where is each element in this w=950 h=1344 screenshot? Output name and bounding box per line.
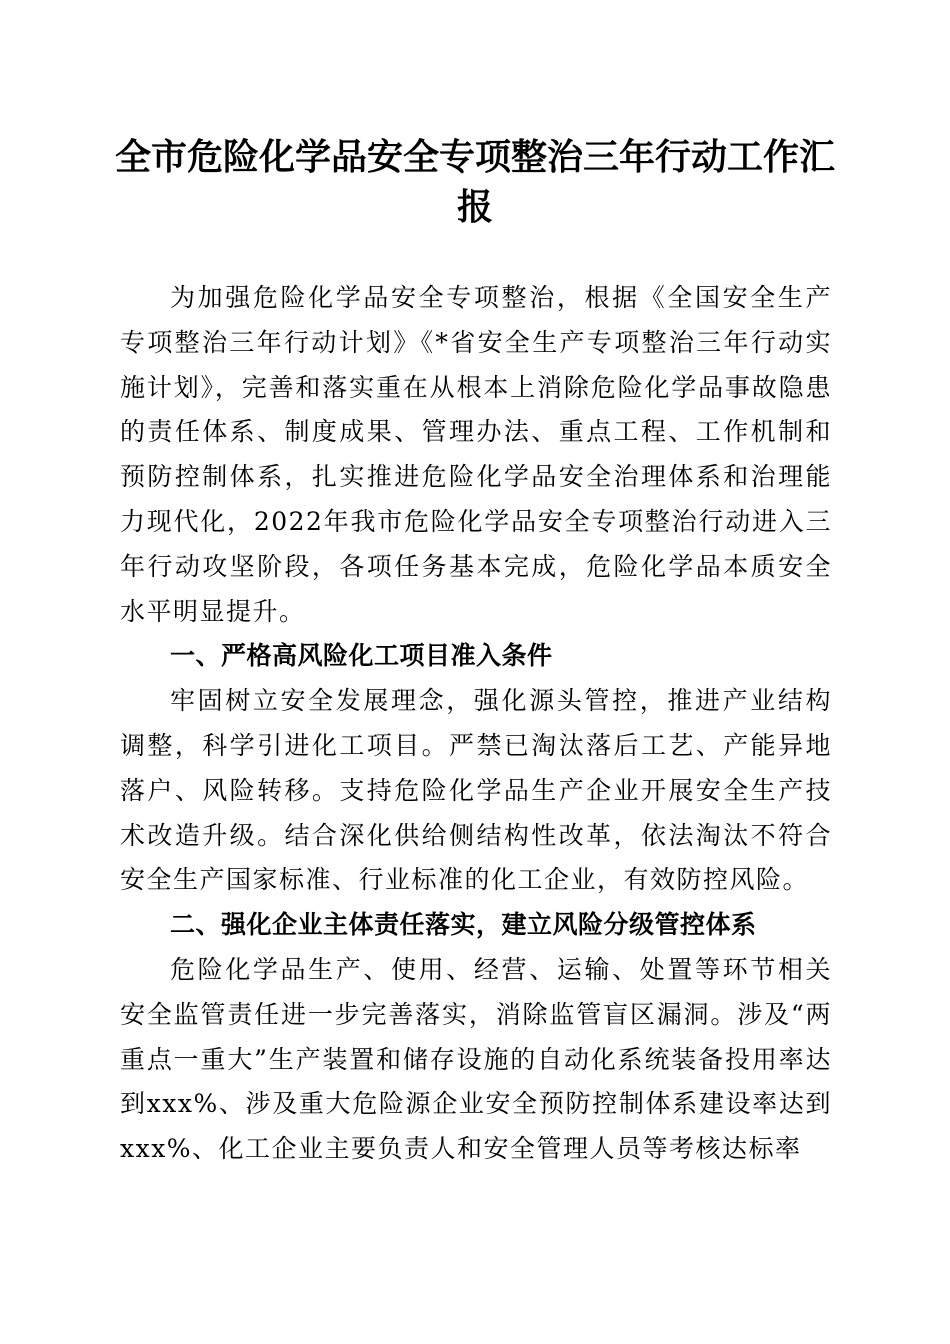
document-title: 全市危险化学品安全专项整治三年行动工作汇报 (114, 136, 835, 228)
intro-paragraph: 为加强危险化学品安全专项整治，根据《全国安全生产专项整治三年行动计划》《*省安全生产专项整治三年行动实施计划》，完善和落实重在从根本上消除危险化学品事故隐患的责任体系、制度成果、管理办法、重点工程、工作机制和预防控制体系，扎实推进危险化学品安全治理体系和治理能力现代化，2022年我市危险化学品安全专项整治行动进入三年行动攻坚阶段，各项任务基本完成，危险化学品本质安全水平明显提升。 (120, 283, 832, 626)
document-body (120, 276, 832, 1172)
section-heading-2: 二、强化企业主体责任落实，建立风险分级管控体系 (170, 910, 757, 940)
section-body-1: 牢固树立安全发展理念，强化源头管控，推进产业结构调整，科学引进化工项目。严禁已淘汰落后工艺、产能异地落户、风险转移。支持危险化学品生产企业开展安全生产技术改造升级。结合深化供给侧结构性改革，依法淘汰不符合安全生产国家标准、行业标准的化工企业，有效防控风险。 (120, 686, 832, 895)
section-heading-1: 一、严格高风险化工项目准入条件 (170, 641, 553, 671)
section-body-2: 危险化学品生产、使用、经营、运输、处置等环节相关安全监管责任进一步完善落实，消除监管盲区漏洞。涉及“两重点一重大”生产装置和储存设施的自动化系统装备投用率达到xxx%、涉及重大危险源企业安全预防控制体系建设率达到xxx%、化工企业主要负责人和安全管理人员等考核达标率 (120, 954, 832, 1164)
